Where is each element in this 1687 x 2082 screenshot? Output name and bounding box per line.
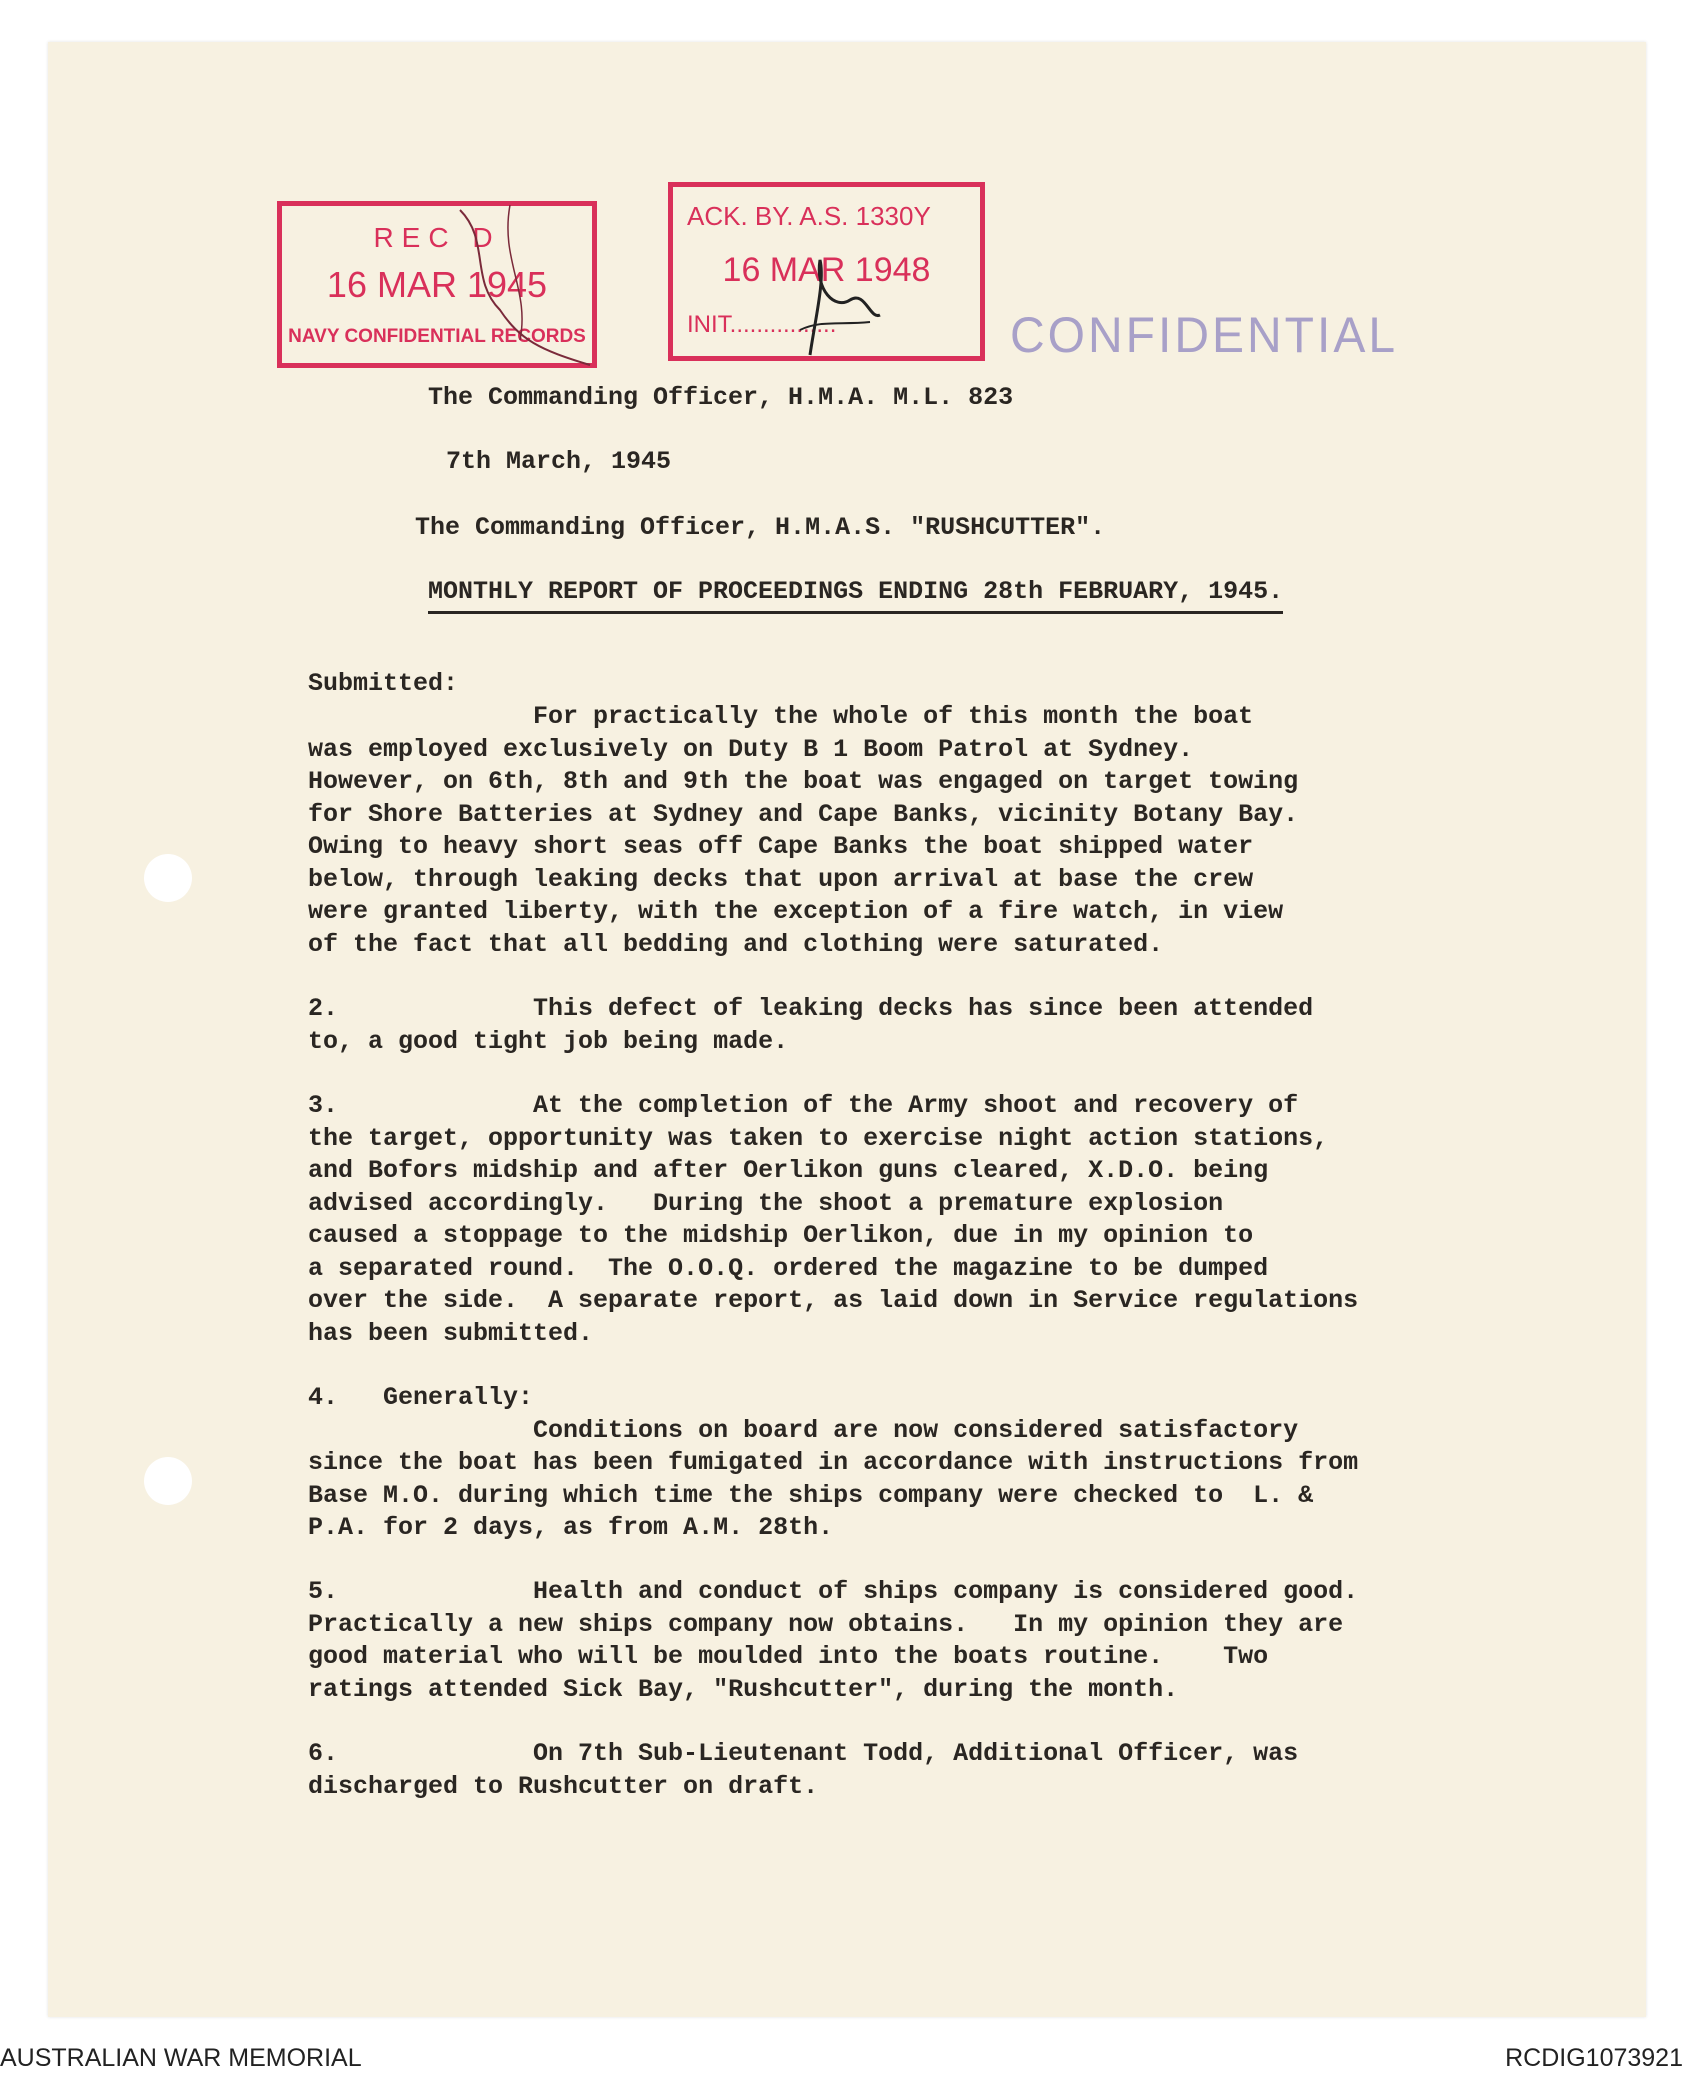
footer-record-id: RCDIG1073921	[1505, 2044, 1683, 2072]
acknowledged-stamp-init: INIT................	[687, 311, 837, 338]
acknowledged-stamp-label: ACK. BY. A.S. 1330Y	[687, 201, 931, 231]
received-stamp-label: REC D	[373, 222, 501, 253]
paragraph-3: 3. At the completion of the Army shoot and recovery of the target, opportunity was taken to exercise night action stations, and Bofors midship and after Oerlikon guns cleared, X.D.O. being advised accordingly. During the shoot a premature explosion caused a stoppage to the midship Oerlikon, due in my opinion to a separated round. The O.O.Q. ordered the magazine to be dumped over the side. A separate report, as laid down in Service regulations has been submitted.	[308, 1091, 1359, 1348]
received-stamp-date: 16 MAR 1945	[326, 264, 548, 305]
subject-line: MONTHLY REPORT OF PROCEEDINGS ENDING 28th FEBRUARY, 1945.	[428, 576, 1283, 614]
paragraph-1: For practically the whole of this month the boat was employed exclusively on Duty B 1 Boom Patrol at Sydney. However, on 6th, 8th and 9th the boat was engaged on target towing for Shore Batteries at Sydney and Cape Banks, vicinity Botany Bay. Owing to heavy short seas off Cape Banks the boat shipped water below, through leaking decks that upon arrival at base the crew were granted liberty, with the exception of a fire watch, in view of the fact that all bedding and clothing were saturated.	[308, 702, 1299, 959]
paragraph-6: 6. On 7th Sub-Lieutenant Todd, Additional Officer, was discharged to Rushcutter on draft.	[308, 1739, 1299, 1801]
confidential-stamp: CONFIDENTIAL	[1010, 307, 1399, 364]
footer-archive-name: AUSTRALIAN WAR MEMORIAL	[0, 2044, 362, 2072]
to-line: The Commanding Officer, H.M.A.S. "RUSHCUTTER".	[415, 513, 1106, 542]
acknowledged-stamp	[668, 182, 985, 361]
date-line: 7th March, 1945	[446, 447, 672, 476]
submitted-label: Submitted:	[308, 669, 459, 698]
paragraph-2: 2. This defect of leaking decks has since been attended to, a good tight job being made.	[308, 994, 1314, 1056]
punch-hole	[144, 854, 192, 902]
from-line: The Commanding Officer, H.M.A. M.L. 823	[428, 383, 1014, 412]
paragraph-5: 5. Health and conduct of ships company is considered good. Practically a new ships company now obtains. In my opinion they are good material who will be moulded into the boats routine. Two ratings attended Sick Bay, "Rushcutter", during the month.	[308, 1577, 1359, 1704]
punch-hole	[144, 1457, 192, 1505]
received-stamp-office: NAVY CONFIDENTIAL RECORDS	[288, 326, 586, 347]
paragraph-4: 4. Generally: Conditions on board are now considered satisfactory since the boat has been fumigated in accordance with instructions from Base M.O. during which time the ships company were checked to L. & P.A. for 2 days, as from A.M. 28th.	[308, 1383, 1359, 1542]
acknowledged-stamp-date: 16 MAR 1948	[722, 251, 931, 289]
received-stamp	[277, 201, 597, 368]
